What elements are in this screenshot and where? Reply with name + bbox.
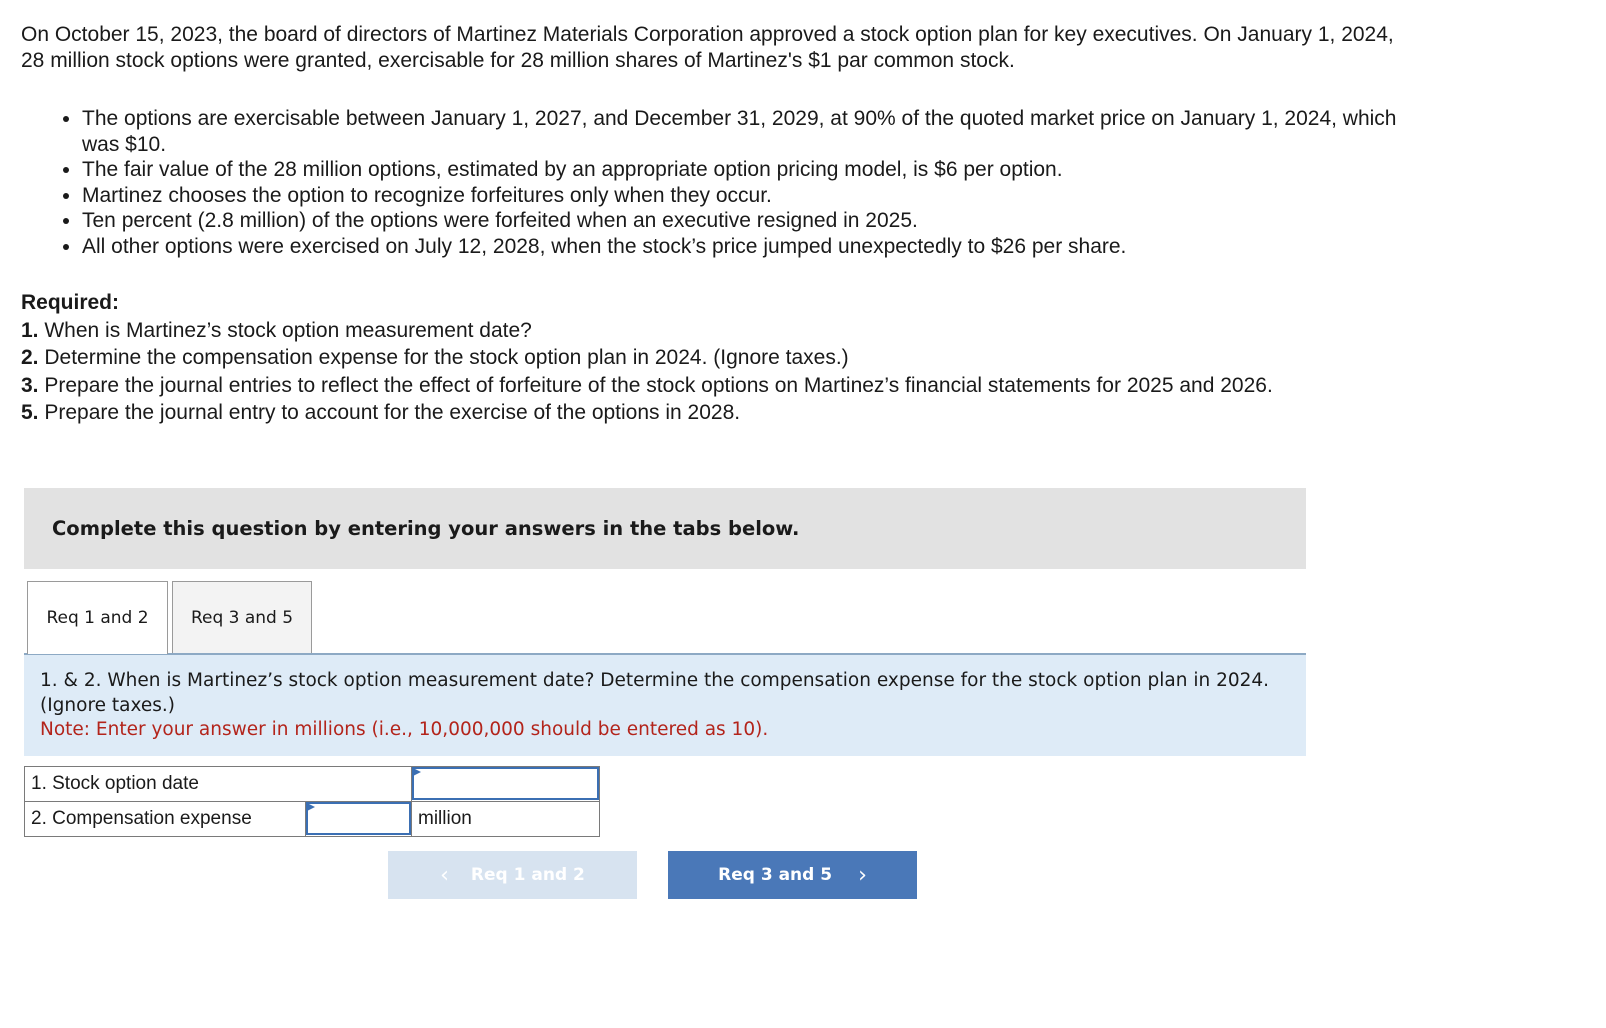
input-marker-icon	[413, 768, 421, 776]
required-text: Prepare the journal entry to account for the exercise of the options in 2028.	[38, 401, 741, 424]
required-item-5	[21, 399, 1421, 427]
chevron-left-icon: ‹	[440, 862, 449, 888]
prev-tab-button[interactable]	[388, 851, 637, 899]
required-item-2	[21, 344, 1421, 372]
stock-option-date-input[interactable]	[412, 767, 599, 800]
tab-req-3-and-5[interactable]: Req 3 and 5	[172, 581, 312, 653]
stock-option-date-cell	[412, 767, 600, 802]
required-text: Determine the compensation expense for the stock option plan in 2024. (Ignore taxes.)	[38, 346, 849, 369]
answer-table	[24, 766, 600, 837]
question-panel	[24, 655, 1306, 756]
bullet-item: • The options are exercisable between January 1, 2027, and December 31, 2029, at 90% of the quoted market price on January 1, 2024, which was $10.	[82, 106, 1430, 157]
next-tab-label: Req 3 and 5	[718, 865, 833, 885]
required-text: When is Martinez’s stock option measurement date?	[38, 318, 532, 342]
stock-option-date-label: 1. Stock option date	[25, 767, 412, 802]
unit-cell	[412, 802, 600, 837]
question-text: 1. & 2. When is Martinez’s stock option measurement date? Determine the compensation expense for the stock option plan in 2024. (Ignore taxes.)	[40, 670, 1270, 716]
required-number: 2.	[21, 346, 39, 369]
bullet-item: • Martinez chooses the option to recognize forfeitures only when they occur.	[82, 183, 1430, 209]
required-number: 3.	[21, 373, 39, 397]
problem-intro: On October 15, 2023, the board of directors of Martinez Materials Corporation approved a stock option plan for key executives. On January 1, 2024, 28 million stock options were granted, exercisable for 28 million shares of Martinez's $1 par common stock.	[21, 23, 1394, 72]
question-note: Note: Enter your answer in millions (i.e., 10,000,000 should be entered as 10).	[40, 719, 769, 740]
instruction-banner	[24, 488, 1306, 569]
compensation-expense-input[interactable]	[306, 802, 411, 835]
compensation-expense-label: 2. Compensation expense	[25, 802, 306, 837]
table-row	[25, 767, 600, 802]
required-item-3	[21, 372, 1421, 400]
tab-bar	[27, 581, 312, 653]
instruction-text: Complete this question by entering your answers in the tabs below.	[52, 517, 800, 540]
required-title: Required:	[21, 291, 120, 314]
input-wrap	[306, 802, 411, 836]
bullet-item: • All other options were exercised on July 12, 2028, when the stock’s price jumped unexpectedly to $26 per share.	[82, 234, 1430, 260]
required-text: Prepare the journal entries to reflect the effect of forfeiture of the stock options on Martinez’s financial statements for 2025 and 2026.	[38, 373, 1273, 397]
table-row	[25, 802, 600, 837]
problem-bullets	[50, 106, 1430, 259]
input-marker-icon	[307, 803, 315, 811]
bullet-item: • The fair value of the 28 million options, estimated by an appropriate option pricing model, is $6 per option.	[82, 157, 1430, 183]
compensation-expense-cell	[306, 802, 412, 837]
unit-label: million	[418, 808, 472, 829]
required-section	[21, 289, 1421, 427]
prev-tab-label: Req 1 and 2	[470, 865, 585, 885]
next-tab-button[interactable]	[668, 851, 917, 899]
required-number: 1.	[21, 318, 39, 342]
required-item-1	[21, 317, 1421, 345]
tab-req-1-and-2[interactable]: Req 1 and 2	[27, 581, 168, 654]
required-number: 5.	[21, 401, 39, 424]
chevron-right-icon: ›	[858, 862, 867, 888]
input-wrap	[412, 767, 599, 801]
bullet-item: • Ten percent (2.8 million) of the options were forfeited when an executive resigned in 2025.	[82, 208, 1430, 234]
